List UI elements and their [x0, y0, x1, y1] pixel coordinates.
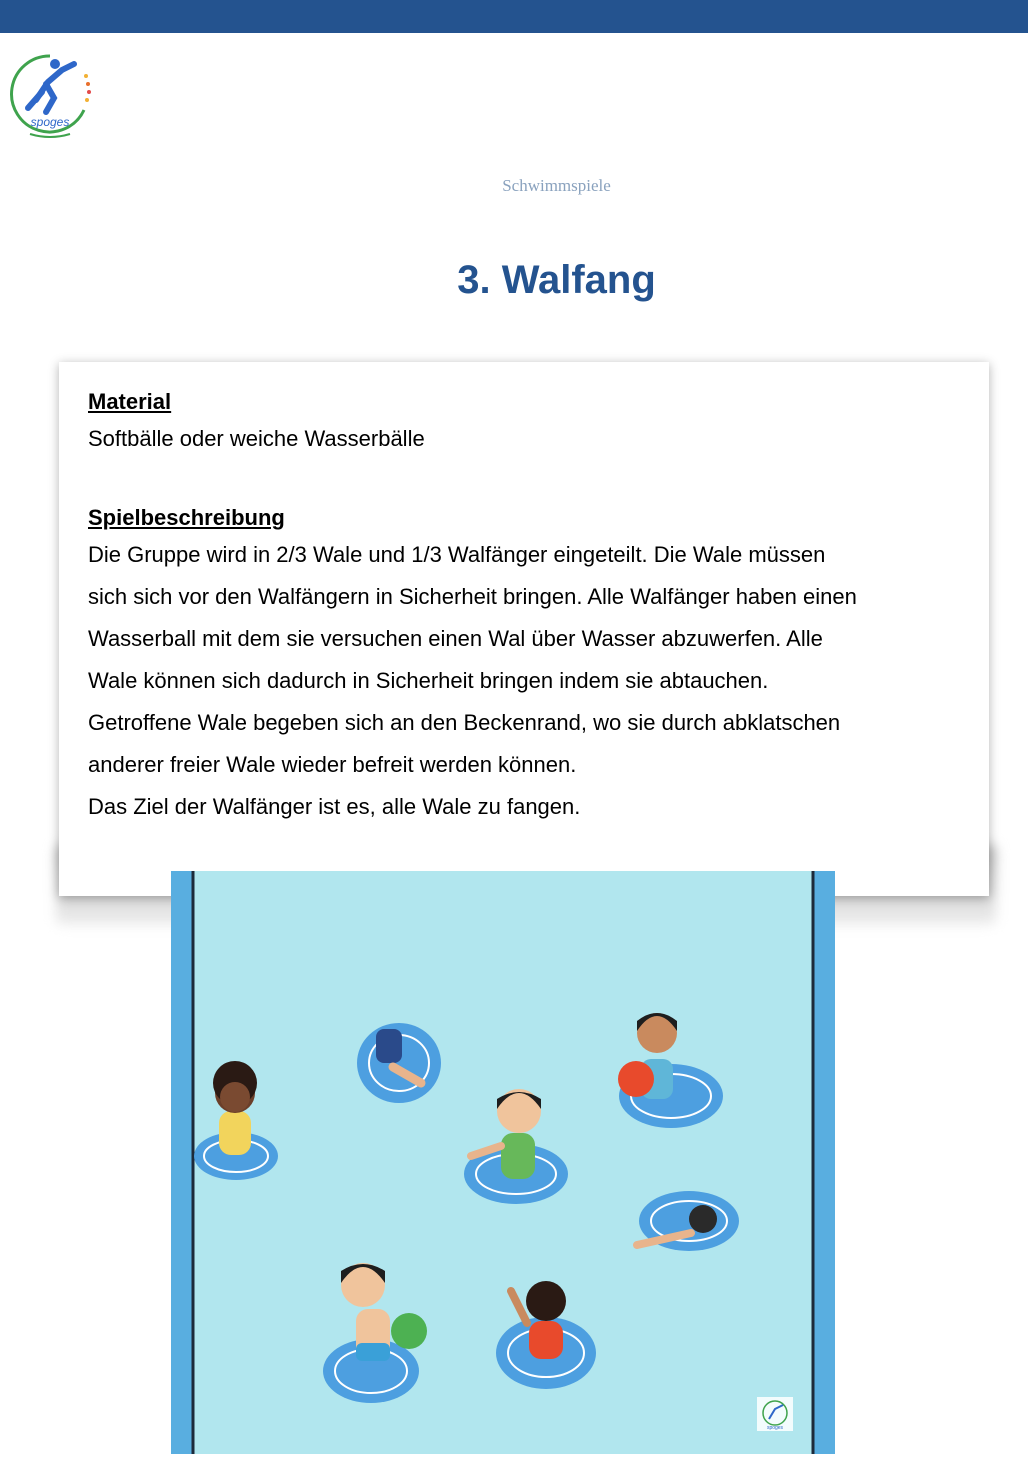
description-line: anderer freier Wale wieder befreit werden können. [88, 752, 577, 777]
spoges-logo [6, 50, 94, 142]
description-card [59, 362, 989, 896]
description-line: Getroffene Wale begeben sich an den Beckenrand, wo sie durch abklatschen [88, 710, 841, 735]
description-line: sich sich vor den Walfängern in Sicherheit bringen. Alle Walfänger haben einen [88, 584, 857, 609]
watermark-logo [757, 1397, 793, 1431]
description-line: Wale können sich dadurch in Sicherheit bringen indem sie abtauchen. [88, 668, 769, 693]
page-category: Schwimmspiele [502, 176, 611, 195]
diving-child [357, 1023, 441, 1103]
description-line: Das Ziel der Walfänger ist es, alle Wale zu fangen. [88, 794, 581, 819]
top-bar [0, 0, 1028, 33]
description-line: Die Gruppe wird in 2/3 Wale und 1/3 Walfänger eingeteilt. Die Wale müssen [88, 542, 826, 567]
page-title: 3. Walfang [457, 258, 656, 302]
material-heading: Material [88, 389, 172, 414]
svg-text:spoges: spoges [766, 1425, 784, 1431]
description-line: Wasserball mit dem sie versuchen einen Wal über Wasser abzuwerfen. Alle [88, 626, 823, 651]
svg-text:spoges: spoges [30, 115, 70, 129]
material-text: Softbälle oder weiche Wasserbälle [88, 426, 425, 451]
pool-illustration [171, 871, 835, 1454]
description-heading: Spielbeschreibung [88, 505, 285, 530]
